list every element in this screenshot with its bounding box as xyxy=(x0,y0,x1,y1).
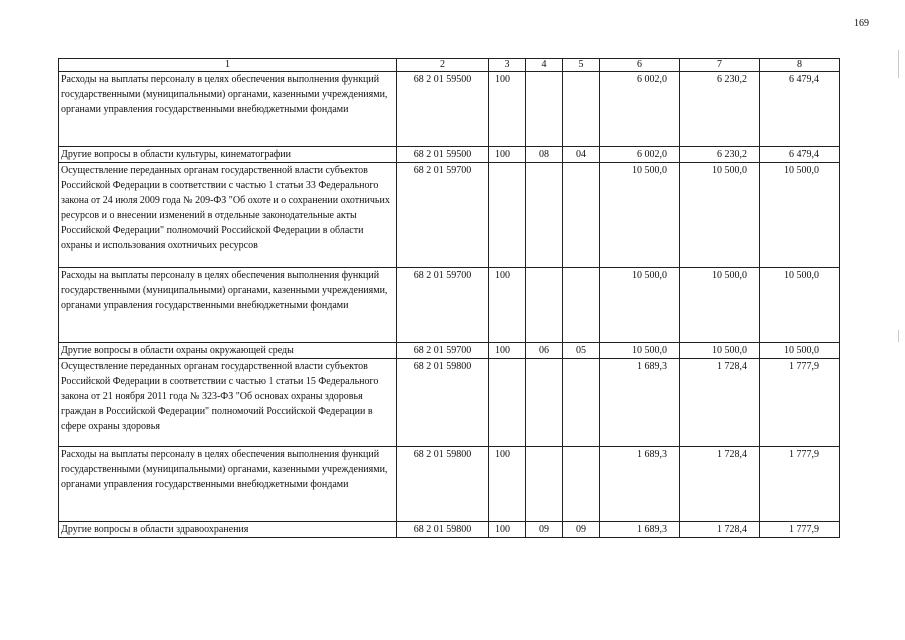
section-code xyxy=(526,72,563,147)
section-code xyxy=(526,359,563,447)
amount-col7: 10 500,0 xyxy=(680,268,760,343)
amount-col7: 1 728,4 xyxy=(680,522,760,538)
row-description: Расходы на выплаты персоналу в целях обеспечения выполнения функций государственными (муниципальными) органами, казенными учреждениями, органами управления государственными внебюджетными фондами xyxy=(59,72,397,147)
amount-col7: 6 230,2 xyxy=(680,147,760,163)
expense-type-code: 100 xyxy=(489,522,526,538)
section-code: 06 xyxy=(526,343,563,359)
subsection-code: 04 xyxy=(563,147,600,163)
amount-col7: 1 728,4 xyxy=(680,447,760,522)
amount-col8: 1 777,9 xyxy=(760,359,840,447)
amount-col7: 6 230,2 xyxy=(680,72,760,147)
amount-col6: 1 689,3 xyxy=(600,522,680,538)
table-row xyxy=(59,163,840,268)
section-code xyxy=(526,268,563,343)
column-header: 2 xyxy=(397,59,489,72)
amount-col8: 6 479,4 xyxy=(760,147,840,163)
amount-col6: 10 500,0 xyxy=(600,268,680,343)
column-header: 5 xyxy=(563,59,600,72)
amount-col8: 1 777,9 xyxy=(760,447,840,522)
row-description: Другие вопросы в области охраны окружающей среды xyxy=(59,343,397,359)
expense-type-code xyxy=(489,163,526,268)
page-number: 169 xyxy=(854,18,869,29)
row-description: Расходы на выплаты персоналу в целях обеспечения выполнения функций государственными (муниципальными) органами, казенными учреждениями, органами управления государственными внебюджетными фондами xyxy=(59,268,397,343)
amount-col7: 10 500,0 xyxy=(680,343,760,359)
amount-col6: 6 002,0 xyxy=(600,147,680,163)
amount-col8: 10 500,0 xyxy=(760,163,840,268)
amount-col6: 10 500,0 xyxy=(600,163,680,268)
column-header: 4 xyxy=(526,59,563,72)
table-row xyxy=(59,447,840,522)
table-row xyxy=(59,343,840,359)
section-code xyxy=(526,163,563,268)
amount-col7: 10 500,0 xyxy=(680,163,760,268)
amount-col6: 1 689,3 xyxy=(600,447,680,522)
row-description: Расходы на выплаты персоналу в целях обеспечения выполнения функций государственными (муниципальными) органами, казенными учреждениями, органами управления государственными внебюджетными фондами xyxy=(59,447,397,522)
target-article-code: 68 2 01 59800 xyxy=(397,447,489,522)
amount-col8: 10 500,0 xyxy=(760,268,840,343)
subsection-code: 09 xyxy=(563,522,600,538)
table-row xyxy=(59,72,840,147)
subsection-code xyxy=(563,163,600,268)
row-description: Осуществление переданных органам государственной власти субъектов Российской Федерации в соответствии с частью 1 статьи 33 Федерального закона от 24 июля 2009 года № 209-ФЗ "Об охоте и о сохранении охотничьих ресурсов и о внесении изменений в отдельные законодательные акты Российской Федерации" полномочий Российской Федерации в области охраны и использования охотничьих ресурсов xyxy=(59,163,397,268)
target-article-code: 68 2 01 59800 xyxy=(397,359,489,447)
section-code: 09 xyxy=(526,522,563,538)
column-header: 8 xyxy=(760,59,840,72)
scan-artifact xyxy=(898,50,899,78)
expense-type-code: 100 xyxy=(489,268,526,343)
section-code xyxy=(526,447,563,522)
table-row xyxy=(59,359,840,447)
amount-col8: 6 479,4 xyxy=(760,72,840,147)
expense-type-code xyxy=(489,359,526,447)
column-header: 3 xyxy=(489,59,526,72)
table-row xyxy=(59,522,840,538)
column-header: 1 xyxy=(59,59,397,72)
subsection-code: 05 xyxy=(563,343,600,359)
subsection-code xyxy=(563,447,600,522)
target-article-code: 68 2 01 59800 xyxy=(397,522,489,538)
expense-type-code: 100 xyxy=(489,343,526,359)
table-row xyxy=(59,147,840,163)
amount-col8: 10 500,0 xyxy=(760,343,840,359)
column-header: 6 xyxy=(600,59,680,72)
expense-type-code: 100 xyxy=(489,447,526,522)
amount-col8: 1 777,9 xyxy=(760,522,840,538)
expense-type-code: 100 xyxy=(489,72,526,147)
row-description: Осуществление переданных органам государственной власти субъектов Российской Федерации в соответствии с частью 1 статьи 15 Федерального закона от 21 ноября 2011 года № 323-ФЗ "Об основах охраны здоровья граждан в Российской Федерации" полномочий Российской Федерации в сфере охраны здоровья xyxy=(59,359,397,447)
amount-col6: 10 500,0 xyxy=(600,343,680,359)
row-description: Другие вопросы в области культуры, кинематографии xyxy=(59,147,397,163)
budget-table xyxy=(58,58,840,538)
amount-col6: 1 689,3 xyxy=(600,359,680,447)
table-row xyxy=(59,268,840,343)
target-article-code: 68 2 01 59700 xyxy=(397,163,489,268)
section-code: 08 xyxy=(526,147,563,163)
target-article-code: 68 2 01 59500 xyxy=(397,72,489,147)
subsection-code xyxy=(563,268,600,343)
table-header-row xyxy=(59,59,840,72)
expense-type-code: 100 xyxy=(489,147,526,163)
amount-col7: 1 728,4 xyxy=(680,359,760,447)
amount-col6: 6 002,0 xyxy=(600,72,680,147)
target-article-code: 68 2 01 59700 xyxy=(397,268,489,343)
scan-artifact xyxy=(898,330,899,342)
column-header: 7 xyxy=(680,59,760,72)
target-article-code: 68 2 01 59700 xyxy=(397,343,489,359)
subsection-code xyxy=(563,359,600,447)
target-article-code: 68 2 01 59500 xyxy=(397,147,489,163)
subsection-code xyxy=(563,72,600,147)
row-description: Другие вопросы в области здравоохранения xyxy=(59,522,397,538)
